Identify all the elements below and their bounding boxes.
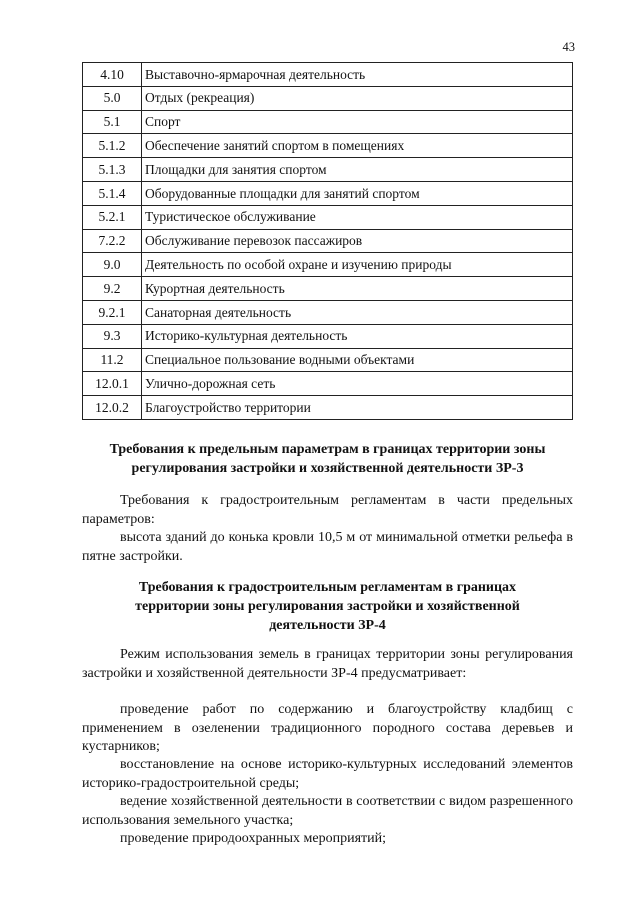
table-row <box>83 348 573 372</box>
table-row <box>83 63 573 87</box>
list-item: ведение хозяйственной деятельности в соответствии с видом разрешенного использования земельного участка; <box>82 794 573 828</box>
code-cell: 4.10 <box>83 63 142 87</box>
paragraph: Требования к градостроительным регламентам в части предельных параметров: <box>82 493 573 527</box>
name-cell: Выставочно-ярмарочная деятельность <box>142 63 573 87</box>
list-item: проведение работ по содержанию и благоустройству кладбищ с применением в озеленении традиционного породного состава деревьев и кустарников; <box>82 702 573 754</box>
name-cell: Специальное пользование водными объектами <box>142 348 573 372</box>
name-cell: Улично-дорожная сеть <box>142 372 573 396</box>
name-cell: Обеспечение занятий спортом в помещениях <box>142 134 573 158</box>
name-cell: Отдых (рекреация) <box>142 86 573 110</box>
name-cell: Санаторная деятельность <box>142 300 573 324</box>
name-cell: Обслуживание перевозок пассажиров <box>142 229 573 253</box>
name-cell: Деятельность по особой охране и изучению природы <box>142 253 573 277</box>
paragraph: Режим использования земель в границах территории зоны регулирования застройки и хозяйственной деятельности ЗР-4 предусматривает: <box>82 647 573 681</box>
section-heading-zr4 <box>82 578 573 635</box>
code-cell: 5.1.2 <box>83 134 142 158</box>
table-row <box>83 86 573 110</box>
heading-line: Требования к градостроительным регламентам в границах <box>138 580 517 595</box>
heading-line: Требования к предельным параметрам в границах территории зоны <box>109 442 546 457</box>
name-cell: Оборудованные площадки для занятий спортом <box>142 181 573 205</box>
code-cell: 12.0.2 <box>83 396 142 420</box>
code-cell: 9.2.1 <box>83 300 142 324</box>
code-cell: 5.1.3 <box>83 158 142 182</box>
list-item: проведение природоохранных мероприятий; <box>120 831 387 846</box>
name-cell: Туристическое обслуживание <box>142 205 573 229</box>
table-row <box>83 396 573 420</box>
table-row <box>83 277 573 301</box>
name-cell: Историко-культурная деятельность <box>142 324 573 348</box>
name-cell: Площадки для занятия спортом <box>142 158 573 182</box>
list-item: восстановление на основе историко-культурных исследований элементов историко-градостроительной среды; <box>82 757 573 791</box>
table-row <box>83 372 573 396</box>
name-cell: Спорт <box>142 110 573 134</box>
table-row <box>83 158 573 182</box>
table-row <box>83 181 573 205</box>
table-row <box>83 253 573 277</box>
heading-line: деятельности ЗР-4 <box>269 618 386 633</box>
heading-line: территории зоны регулирования застройки и хозяйственной <box>135 599 520 614</box>
code-cell: 9.3 <box>83 324 142 348</box>
paragraph: высота зданий до конька кровли 10,5 м от минимальной отметки рельефа в пятне застройки. <box>82 530 573 564</box>
name-cell: Благоустройство территории <box>142 396 573 420</box>
name-cell: Курортная деятельность <box>142 277 573 301</box>
code-cell: 11.2 <box>83 348 142 372</box>
land-use-codes-table <box>82 62 573 420</box>
code-cell: 12.0.1 <box>83 372 142 396</box>
code-cell: 7.2.2 <box>83 229 142 253</box>
section-heading-zr3 <box>82 440 573 478</box>
table-row <box>83 134 573 158</box>
table-body <box>83 63 573 420</box>
table-row <box>83 205 573 229</box>
code-cell: 9.2 <box>83 277 142 301</box>
table-row <box>83 229 573 253</box>
code-cell: 5.0 <box>83 86 142 110</box>
table-row <box>83 110 573 134</box>
table-row <box>83 324 573 348</box>
table-row <box>83 300 573 324</box>
code-cell: 5.1.4 <box>83 181 142 205</box>
heading-line: регулирования застройки и хозяйственной деятельности ЗР-3 <box>131 461 524 476</box>
code-cell: 9.0 <box>83 253 142 277</box>
page-number: 43 <box>562 40 575 54</box>
code-cell: 5.1 <box>83 110 142 134</box>
code-cell: 5.2.1 <box>83 205 142 229</box>
